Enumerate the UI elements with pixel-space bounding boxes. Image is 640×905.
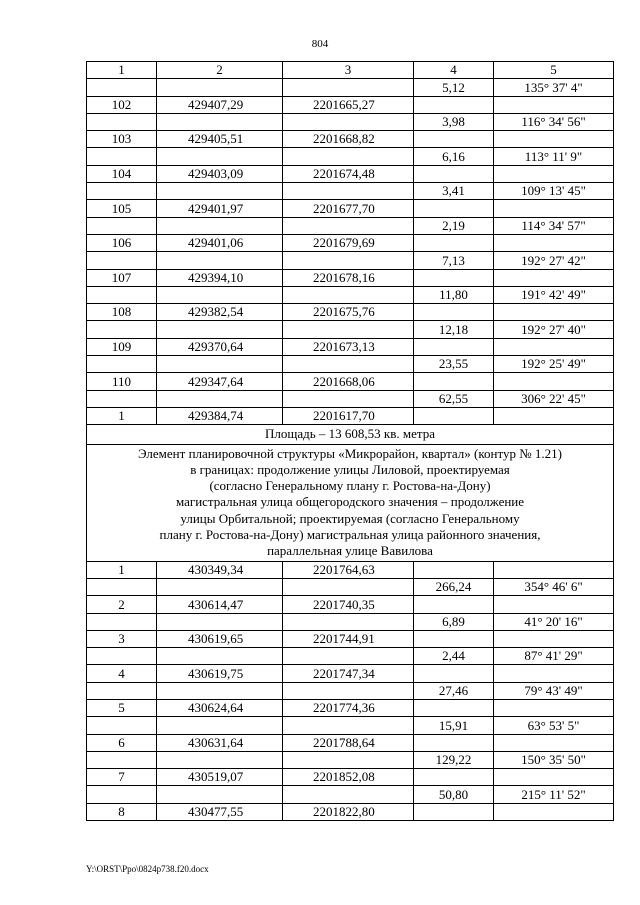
table-cell: 429370,64 <box>157 338 283 355</box>
table-cell: 4 <box>87 665 157 682</box>
empty-cell <box>87 183 157 200</box>
point-row <box>87 234 614 251</box>
table-cell: 8 <box>87 803 157 820</box>
empty-cell <box>283 578 414 595</box>
table-cell: 429401,06 <box>157 234 283 251</box>
header-cell: 5 <box>494 62 614 79</box>
empty-cell <box>414 665 494 682</box>
empty-cell <box>414 699 494 716</box>
table-cell: 2201675,76 <box>283 304 414 321</box>
empty-cell <box>87 113 157 130</box>
empty-cell <box>87 148 157 165</box>
empty-cell <box>87 252 157 269</box>
table-cell: 27,46 <box>414 682 494 699</box>
empty-cell <box>283 217 414 234</box>
empty-cell <box>494 803 614 820</box>
empty-cell <box>414 269 494 286</box>
table-cell: 109° 13' 45" <box>494 183 614 200</box>
table-cell: 11,80 <box>414 286 494 303</box>
point-row <box>87 338 614 355</box>
table-cell: 2201673,13 <box>283 338 414 355</box>
point-row <box>87 373 614 390</box>
empty-cell <box>87 286 157 303</box>
table-cell: 23,55 <box>414 356 494 373</box>
table-cell: 430619,65 <box>157 630 283 647</box>
segment-row <box>87 648 614 665</box>
table-cell: 87° 41' 29" <box>494 648 614 665</box>
table-cell: 7,13 <box>414 252 494 269</box>
table-cell: 192° 25' 49" <box>494 356 614 373</box>
table-cell: 266,24 <box>414 578 494 595</box>
empty-cell <box>494 407 614 424</box>
empty-cell <box>283 286 414 303</box>
empty-cell <box>157 252 283 269</box>
empty-cell <box>494 596 614 613</box>
table-cell: 429403,09 <box>157 165 283 182</box>
table-cell: 430519,07 <box>157 769 283 786</box>
table-cell: 104 <box>87 165 157 182</box>
point-row <box>87 769 614 786</box>
table-cell: 62,55 <box>414 390 494 407</box>
empty-cell <box>87 321 157 338</box>
empty-cell <box>157 113 283 130</box>
empty-cell <box>494 699 614 716</box>
empty-cell <box>494 338 614 355</box>
table-cell: 103 <box>87 131 157 148</box>
table-cell: 2201617,70 <box>283 407 414 424</box>
description-row <box>87 444 614 561</box>
empty-cell <box>157 786 283 803</box>
empty-cell <box>494 269 614 286</box>
point-row <box>87 596 614 613</box>
empty-cell <box>87 717 157 734</box>
empty-cell <box>283 148 414 165</box>
segment-row <box>87 79 614 96</box>
empty-cell <box>414 561 494 578</box>
header-cell: 4 <box>414 62 494 79</box>
empty-cell <box>414 304 494 321</box>
empty-cell <box>87 217 157 234</box>
table-cell: 50,80 <box>414 786 494 803</box>
table-cell: 114° 34' 57" <box>494 217 614 234</box>
segment-row <box>87 786 614 803</box>
table-cell: 2201747,34 <box>283 665 414 682</box>
empty-cell <box>494 234 614 251</box>
segment-row <box>87 286 614 303</box>
empty-cell <box>87 390 157 407</box>
segment-row <box>87 321 614 338</box>
empty-cell <box>414 131 494 148</box>
table-cell: 430614,47 <box>157 596 283 613</box>
segment-row <box>87 682 614 699</box>
table-cell: 105 <box>87 200 157 217</box>
header-cell: 1 <box>87 62 157 79</box>
empty-cell <box>494 304 614 321</box>
description-line: магистральная улица общегородского значения – продолжение <box>175 494 525 510</box>
empty-cell <box>414 630 494 647</box>
table-cell: 6 <box>87 734 157 751</box>
empty-cell <box>157 648 283 665</box>
segment-row <box>87 613 614 630</box>
empty-cell <box>87 613 157 630</box>
table-cell: 106 <box>87 234 157 251</box>
empty-cell <box>494 665 614 682</box>
table-cell: 2,19 <box>414 217 494 234</box>
table-cell: 2201852,08 <box>283 769 414 786</box>
table-cell: 430624,64 <box>157 699 283 716</box>
empty-cell <box>157 751 283 768</box>
empty-cell <box>414 96 494 113</box>
empty-cell <box>414 734 494 751</box>
empty-cell <box>414 769 494 786</box>
empty-cell <box>494 769 614 786</box>
point-row <box>87 665 614 682</box>
empty-cell <box>87 648 157 665</box>
table-cell: 3,41 <box>414 183 494 200</box>
empty-cell <box>283 79 414 96</box>
empty-cell <box>87 786 157 803</box>
table-cell: 1 <box>87 407 157 424</box>
table-cell: 6,16 <box>414 148 494 165</box>
table-cell: 430349,34 <box>157 561 283 578</box>
table-cell: 110 <box>87 373 157 390</box>
description-line: плану г. Ростова-на-Дону) магистральная улица районного значения, <box>159 527 541 543</box>
table-cell: 2201740,35 <box>283 596 414 613</box>
empty-cell <box>414 407 494 424</box>
empty-cell <box>87 578 157 595</box>
description-line: параллельная улице Вавилова <box>267 543 433 559</box>
table-cell: 2201668,82 <box>283 131 414 148</box>
table-cell: 429384,74 <box>157 407 283 424</box>
table-cell: 102 <box>87 96 157 113</box>
empty-cell <box>87 751 157 768</box>
file-path-footer: Y:\ORST\Ppo\0824p738.f20.docx <box>86 864 209 874</box>
table-cell: 107 <box>87 269 157 286</box>
point-row <box>87 734 614 751</box>
segment-row <box>87 356 614 373</box>
element-description <box>87 444 614 561</box>
segment-row <box>87 113 614 130</box>
point-row <box>87 561 614 578</box>
page-number: 804 <box>311 38 329 50</box>
empty-cell <box>157 183 283 200</box>
table-cell: 15,91 <box>414 717 494 734</box>
empty-cell <box>157 390 283 407</box>
segment-row <box>87 252 614 269</box>
table-cell: 41° 20' 16" <box>494 613 614 630</box>
table-cell: 191° 42' 49" <box>494 286 614 303</box>
description-line: (согласно Генеральному плану г. Ростова-на-Дону) <box>209 478 491 494</box>
segment-row <box>87 717 614 734</box>
table-cell: 429407,29 <box>157 96 283 113</box>
table-cell: 2201774,36 <box>283 699 414 716</box>
table-cell: 215° 11' 52" <box>494 786 614 803</box>
segment-row <box>87 217 614 234</box>
point-row <box>87 131 614 148</box>
table-cell: 1 <box>87 561 157 578</box>
table-cell: 108 <box>87 304 157 321</box>
empty-cell <box>157 578 283 595</box>
point-row <box>87 304 614 321</box>
point-row <box>87 630 614 647</box>
empty-cell <box>283 321 414 338</box>
empty-cell <box>87 682 157 699</box>
description-line: в границах: продолжение улицы Лиловой, проектируемая <box>190 461 510 477</box>
empty-cell <box>283 786 414 803</box>
empty-cell <box>414 596 494 613</box>
table-cell: 63° 53' 5" <box>494 717 614 734</box>
table-cell: 429382,54 <box>157 304 283 321</box>
table-header-row <box>87 62 614 79</box>
empty-cell <box>283 682 414 699</box>
coordinates-table <box>86 61 614 821</box>
segment-row <box>87 390 614 407</box>
table-cell: 306° 22' 45" <box>494 390 614 407</box>
header-cell: 3 <box>283 62 414 79</box>
empty-cell <box>87 356 157 373</box>
empty-cell <box>283 252 414 269</box>
table-cell: 116° 34' 56" <box>494 113 614 130</box>
empty-cell <box>494 373 614 390</box>
empty-cell <box>283 613 414 630</box>
empty-cell <box>494 630 614 647</box>
area-text: Площадь – 13 608,53 кв. метра <box>87 425 614 444</box>
empty-cell <box>157 79 283 96</box>
table-cell: 2201674,48 <box>283 165 414 182</box>
table-cell: 135° 37' 4" <box>494 79 614 96</box>
table-cell: 109 <box>87 338 157 355</box>
segment-row <box>87 183 614 200</box>
empty-cell <box>494 200 614 217</box>
empty-cell <box>414 803 494 820</box>
empty-cell <box>283 113 414 130</box>
table-cell: 5 <box>87 699 157 716</box>
table-cell: 5,12 <box>414 79 494 96</box>
table-cell: 2201678,16 <box>283 269 414 286</box>
table-cell: 429405,51 <box>157 131 283 148</box>
empty-cell <box>494 561 614 578</box>
empty-cell <box>157 148 283 165</box>
empty-cell <box>283 390 414 407</box>
area-row <box>87 425 614 444</box>
table-cell: 429401,97 <box>157 200 283 217</box>
empty-cell <box>414 165 494 182</box>
table-cell: 2201677,70 <box>283 200 414 217</box>
point-row <box>87 269 614 286</box>
empty-cell <box>157 717 283 734</box>
empty-cell <box>494 96 614 113</box>
empty-cell <box>157 321 283 338</box>
point-row <box>87 200 614 217</box>
empty-cell <box>414 200 494 217</box>
table-cell: 429347,64 <box>157 373 283 390</box>
table-cell: 430619,75 <box>157 665 283 682</box>
point-row <box>87 699 614 716</box>
empty-cell <box>283 356 414 373</box>
empty-cell <box>414 338 494 355</box>
table-cell: 430631,64 <box>157 734 283 751</box>
empty-cell <box>494 734 614 751</box>
empty-cell <box>283 648 414 665</box>
segment-row <box>87 751 614 768</box>
table-cell: 2,44 <box>414 648 494 665</box>
segment-row <box>87 148 614 165</box>
table-cell: 2201764,63 <box>283 561 414 578</box>
empty-cell <box>494 131 614 148</box>
segment-row <box>87 578 614 595</box>
table-cell: 192° 27' 40" <box>494 321 614 338</box>
table-cell: 2201822,80 <box>283 803 414 820</box>
table-cell: 150° 35' 50" <box>494 751 614 768</box>
table-cell: 430477,55 <box>157 803 283 820</box>
description-line: Элемент планировочной структуры «Микрорайон, квартал» (контур № 1.21) <box>138 445 562 461</box>
table-cell: 192° 27' 42" <box>494 252 614 269</box>
table-cell: 2201679,69 <box>283 234 414 251</box>
table-cell: 354° 46' 6" <box>494 578 614 595</box>
table-cell: 2201668,06 <box>283 373 414 390</box>
header-cell: 2 <box>157 62 283 79</box>
table-cell: 6,89 <box>414 613 494 630</box>
empty-cell <box>283 717 414 734</box>
table-cell: 79° 43' 49" <box>494 682 614 699</box>
empty-cell <box>87 79 157 96</box>
table-cell: 2 <box>87 596 157 613</box>
point-row <box>87 407 614 424</box>
table-cell: 2201788,64 <box>283 734 414 751</box>
point-row <box>87 165 614 182</box>
empty-cell <box>494 165 614 182</box>
empty-cell <box>157 613 283 630</box>
table-cell: 2201665,27 <box>283 96 414 113</box>
point-row <box>87 96 614 113</box>
empty-cell <box>157 682 283 699</box>
empty-cell <box>414 234 494 251</box>
description-line: улицы Орбитальной; проектируемая (согласно Генеральному <box>180 510 520 526</box>
table-cell: 12,18 <box>414 321 494 338</box>
empty-cell <box>157 286 283 303</box>
table-cell: 113° 11' 9" <box>494 148 614 165</box>
table-cell: 3,98 <box>414 113 494 130</box>
table-cell: 129,22 <box>414 751 494 768</box>
empty-cell <box>283 183 414 200</box>
table-cell: 3 <box>87 630 157 647</box>
table-cell: 2201744,91 <box>283 630 414 647</box>
table-cell: 429394,10 <box>157 269 283 286</box>
empty-cell <box>157 356 283 373</box>
empty-cell <box>157 217 283 234</box>
empty-cell <box>414 373 494 390</box>
point-row <box>87 803 614 820</box>
empty-cell <box>283 751 414 768</box>
table-cell: 7 <box>87 769 157 786</box>
